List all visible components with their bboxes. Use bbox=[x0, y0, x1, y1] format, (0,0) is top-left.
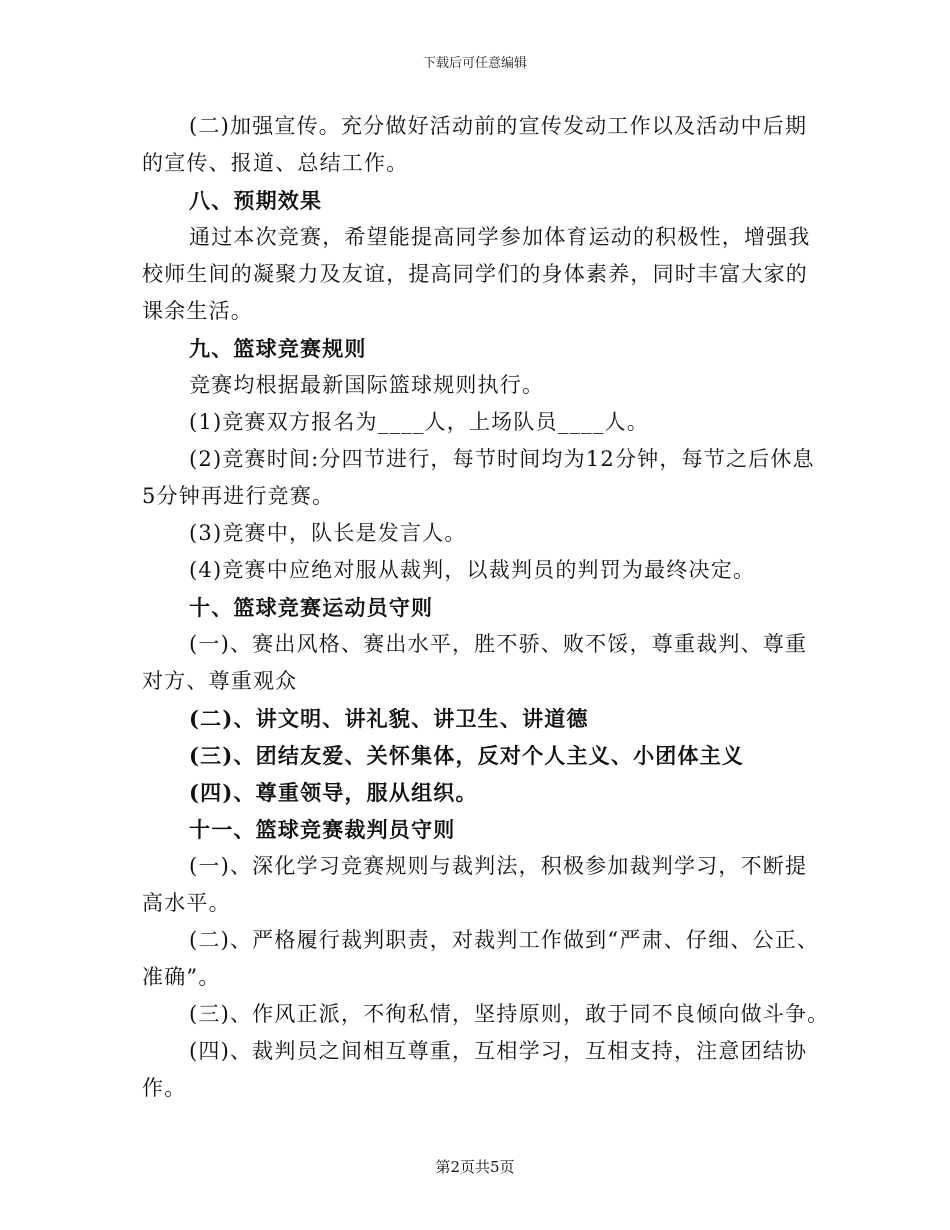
text-line: 准确”。 bbox=[142, 965, 221, 989]
text-line: (一)、深化学习竞赛规则与裁判法，积极参加裁判学习，不断提 bbox=[189, 854, 808, 878]
bold-rule-line: (四)、尊重领导，服从组织。 bbox=[189, 780, 478, 805]
section-heading: 八、预期效果 bbox=[189, 188, 323, 213]
section-heading: 十、篮球竞赛运动员守则 bbox=[189, 595, 434, 620]
text-line: (1)竞赛双方报名为____人，上场队员____人。 bbox=[189, 410, 649, 434]
document-body bbox=[142, 108, 830, 1107]
text-line: (4)竞赛中应绝对服从裁判，以裁判员的判罚为最终决定。 bbox=[189, 558, 756, 582]
page-number: 第2页共5页 bbox=[435, 1158, 515, 1176]
text-line: (3)竞赛中，队长是发言人。 bbox=[189, 521, 467, 545]
text-line: 校师生间的凝聚力及友谊，提高同学们的身体素养，同时丰富大家的 bbox=[142, 262, 808, 286]
text-line: 竞赛均根据最新国际篮球规则执行。 bbox=[189, 373, 545, 397]
section-heading: 十一、篮球竞赛裁判员守则 bbox=[189, 817, 456, 842]
text-line: 作。 bbox=[142, 1076, 187, 1100]
text-line: (四)、裁判员之间相互尊重，互相学习，互相支持，注意团结协 bbox=[189, 1039, 808, 1063]
text-line: 通过本次竞赛，希望能提高同学参加体育运动的积极性，增强我 bbox=[189, 225, 811, 249]
text-line: 对方、尊重观众 bbox=[142, 669, 298, 693]
page-header-note: 下载后可任意编辑 bbox=[422, 56, 527, 71]
text-line: (三)、作风正派，不徇私情，坚持原则，敢于同不良倾向做斗争。 bbox=[189, 1002, 830, 1026]
text-line: (一)、赛出风格、赛出水平，胜不骄、败不馁，尊重裁判、尊重 bbox=[189, 632, 808, 656]
text-line: 课余生活。 bbox=[142, 299, 253, 323]
text-line: 5分钟再进行竞赛。 bbox=[142, 484, 335, 508]
text-line: (二)、严格履行裁判职责，对裁判工作做到“严肃、仔细、公正、 bbox=[189, 928, 820, 952]
text-line: 的宣传、报道、总结工作。 bbox=[142, 151, 409, 175]
section-heading: 九、篮球竞赛规则 bbox=[189, 336, 367, 361]
text-line: 高水平。 bbox=[142, 891, 231, 915]
bold-rule-line: (三)、团结友爱、关怀集体，反对个人主义、小团体主义 bbox=[189, 743, 745, 768]
bold-rule-line: (二)、讲文明、讲礼貌、讲卫生、讲道德 bbox=[189, 706, 589, 731]
text-line: (2)竞赛时间:分四节进行，每节时间均为12分钟，每节之后休息 bbox=[189, 447, 815, 471]
text-line: (二)加强宣传。充分做好活动前的宣传发动工作以及活动中后期 bbox=[189, 114, 808, 138]
